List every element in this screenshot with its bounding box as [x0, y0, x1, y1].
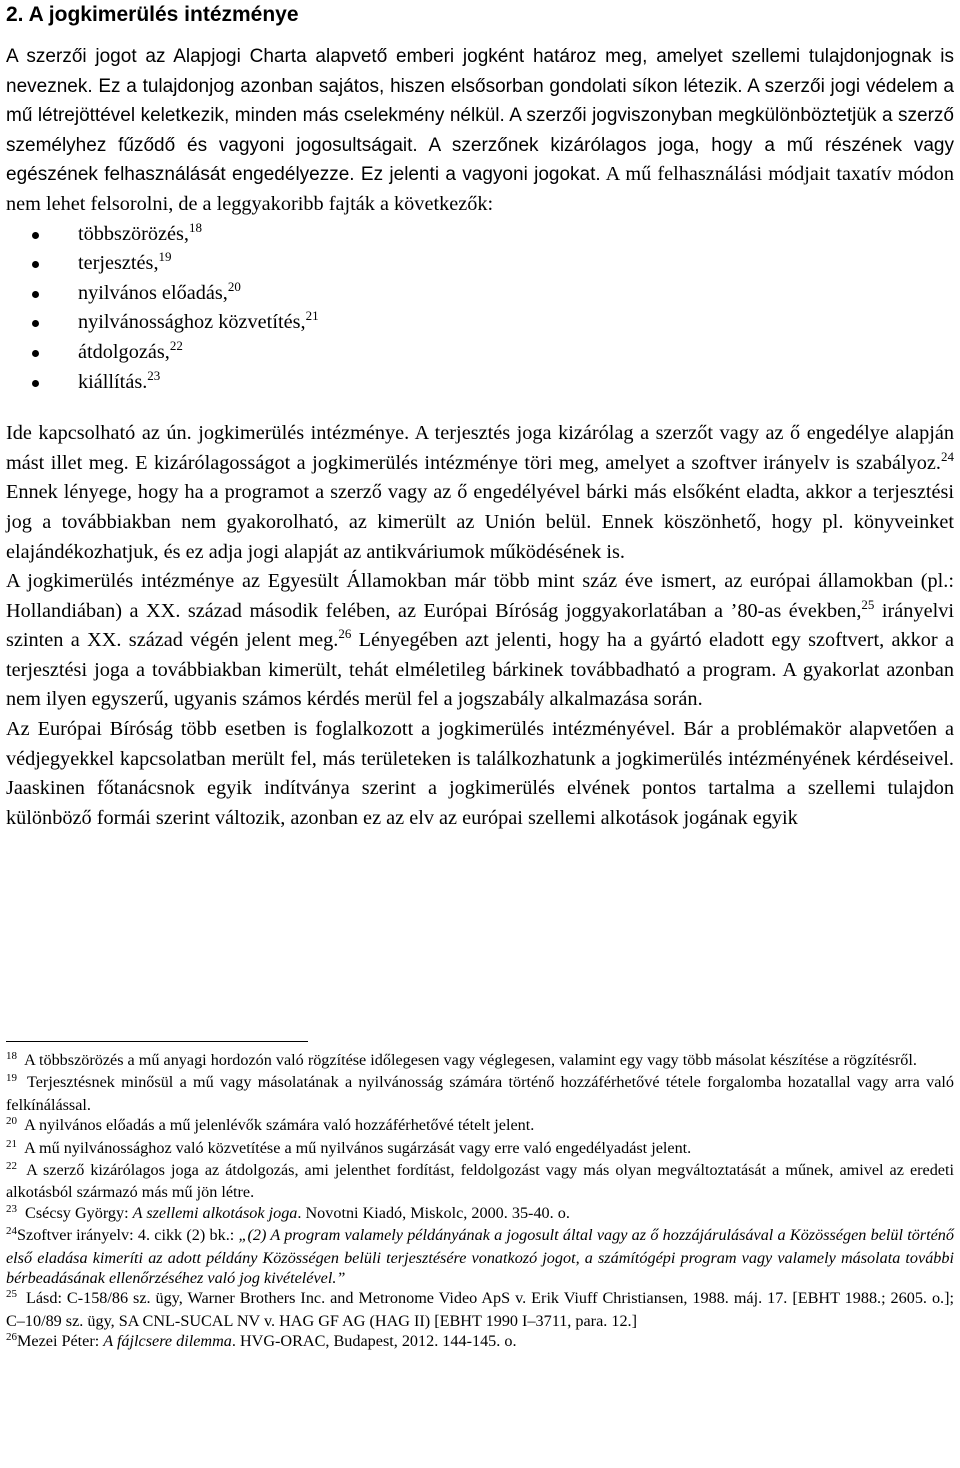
list-item: átdolgozás,$^{22}$	[6, 338, 954, 368]
footnote-18: $^{18}$ A többszörözés a mű anyagi hordozón való rögzítése időlegesen vagy véglegesen, valamint egy vagy több másolat készítése a rögzítésről.	[6, 1050, 917, 1069]
footnote-ref[interactable]: 23	[147, 367, 161, 383]
footnote-21: $^{21}$ A mű nyilvánossághoz való közvetítése a mű nyilvános sugárzását vagy erre való engedélyadást jelent.	[6, 1137, 692, 1157]
footnote-25: $^{25}$ Lásd: C-158/86 sz. ügy, Warner Brothers Inc. and Metronome Video ApS v. Erik Viuff Christiansen, 1988. máj. 17. [EBHT 1988.; 2605. o.]; C–10/89 sz. ügy, SA CNL-SUCAL NV v. HAG GF AG (HAG II) [EBHT 1990 I–3711, para. 12.]	[6, 1288, 954, 1330]
footnotes	[6, 1050, 954, 1354]
footnote-ref[interactable]: 24	[941, 448, 954, 464]
footnote-ref[interactable]: 19	[158, 249, 172, 265]
footnote-ref[interactable]: 25	[861, 596, 875, 612]
footnote-22: $^{22}$ A szerző kizárólagos joga az átdolgozás, ami jelenthet fordítást, feldolgozást vagy más olyan megváltoztatását a műnek, amivel az eredeti alkotásból származó más mű jön létre.	[6, 1160, 954, 1202]
paragraph-intro	[6, 42, 954, 220]
list-item: terjesztés,$^{19}$	[6, 249, 954, 279]
spacer	[6, 397, 954, 419]
footnote-26: $^{26}$Mezei Péter: A fájlcsere dilemma. HVG-ORAC, Budapest, 2012. 144-145. o.	[6, 1331, 517, 1351]
footnote-20: $^{20}$ A nyilvános előadás a mű jelenlévők számára való hozzáférhetővé tételt jelent.	[6, 1115, 535, 1135]
usage-list	[6, 220, 954, 398]
footnote-24: $^{24}$Szoftver irányelv: 4. cikk (2) bk.: „(2) A program valamely példányának a jogosult által vagy az ő hozzájárulásával a Közösségen belül történő első eladása kimeríti az adott példány Közösségen belüli terjesztésére vonatkozó jogot, a számítógépi program vagy valamely másolata további bérbeadásának ellenőrzéséhez való jog kivételével.”	[6, 1225, 954, 1288]
list-item: kiállítás.$^{23}$	[6, 368, 954, 398]
list-item: többszörözés,$^{18}$	[6, 220, 954, 250]
footnote-ref[interactable]: 22	[169, 337, 183, 353]
bullet-icon	[32, 320, 39, 327]
footnote-ref[interactable]: 20	[227, 278, 241, 294]
footnote-ref[interactable]: 26	[338, 626, 352, 642]
bullet-icon	[32, 380, 39, 387]
section-heading: 2. A jogkimerülés intézménye	[6, 3, 299, 26]
paragraph-intro-text-2: A mű felhasználási módjait taxatív módon nem lehet felsorolni, de a leggyakoribb fajták a következők:	[6, 163, 954, 215]
paragraph-history: A jogkimerülés intézménye az Egyesült Államokban már több mint száz éve ismert, az európai államokban (pl.: Hollandiában) a XX. század második felében, az Európai Bíróság joggyakorlatában a ’80-as években,$^{25}$ irányelvi szinten a XX. század végén jelent meg.$^{26}$ Lényegében azt jelenti, hogy ha a gyártó eladott egy szoftvert, akkor a terjesztési joga a továbbiakban kimerült, tehát elméletileg bárkinek továbbadható a program. A gyakorlat azonban nem ilyen egyszerű, ugyanis számos kérdés merül fel a jogszabály alkalmazása során.	[6, 570, 954, 711]
footnote-ref[interactable]: 21	[305, 308, 319, 324]
document-page	[6, 0, 954, 833]
paragraph-intro-text: A szerzői jogot az Alapjogi Charta alapvető emberi jogként határoz meg, amelyet szellemi tulajdonjognak is neveznek. Ez a tulajdonjog azonban sajátos, hiszen elsősorban gondolati síkon létezik. A szerzői jogi védelem a mű létrejöttével keletkezik, minden más cselekmény nélkül. A szerzői jogviszonyban megkülönböztetjük a szerző személyhez fűződő és vagyoni jogosultságait. A szerzőnek kizárólagos joga, hogy a mű részének vagy egészének felhasználását engedélyezze. Ez jelenti a vagyoni jogokat.	[6, 46, 954, 186]
footnote-ref[interactable]: 18	[188, 219, 202, 235]
list-item: nyilvános előadás,$^{20}$	[6, 279, 954, 309]
list-item: nyilvánossághoz közvetítés,$^{21}$	[6, 308, 954, 338]
bullet-icon	[32, 291, 39, 298]
footnote-separator	[6, 1041, 308, 1042]
bullet-icon	[32, 232, 39, 239]
footnote-19: $^{19}$ Terjesztésnek minősül a mű vagy másolatának a nyilvánosság számára történő hozzáférhetővé tétele forgalomba hozatallal vagy arra való felkínálással.	[6, 1072, 954, 1114]
paragraph-court: Az Európai Bíróság több esetben is foglalkozott a jogkimerülés intézményével. Bár a problémakör alapvetően a védjegyekkel kapcsolatban merült fel, más területeken is találkozhatunk a jogkimerülés intézményének kérdéseivel. Jaaskinen főtanácsnok egyik indítványa szerint a jogkimerülés elvének pontos tartalma a szellemi tulajdon különböző formái szerint változik, azonban ez az elv az európai szellemi alkotások jogának egyik	[6, 718, 954, 829]
footnote-23: $^{23}$ Csécsy György: A szellemi alkotások joga. Novotni Kiadó, Miskolc, 2000. 35-40. o.	[6, 1202, 570, 1222]
bullet-icon	[32, 261, 39, 268]
bullet-icon	[32, 350, 39, 357]
paragraph-exhaustion: Ide kapcsolható az ún. jogkimerülés intézménye. A terjesztés joga kizárólag a szerzőt vagy az ő engedélye alapján mást illet meg. E kizárólagosságot a jogkimerülés intézménye töri meg, amelyet a szoftver irányelv is szabályoz.$^{24}$ Ennek lényege, hogy ha a programot a szerző vagy az ő engedélyével bárki más elsőként eladta, akkor a terjesztési jog a továbbiakban nem gyakorolható, az kimerült az Unión belül. Ennek köszönhető, hogy pl. könyveinket elajándékozhatjuk, és ez adja jogi alapját az antikváriumok működésének is.	[6, 422, 954, 563]
